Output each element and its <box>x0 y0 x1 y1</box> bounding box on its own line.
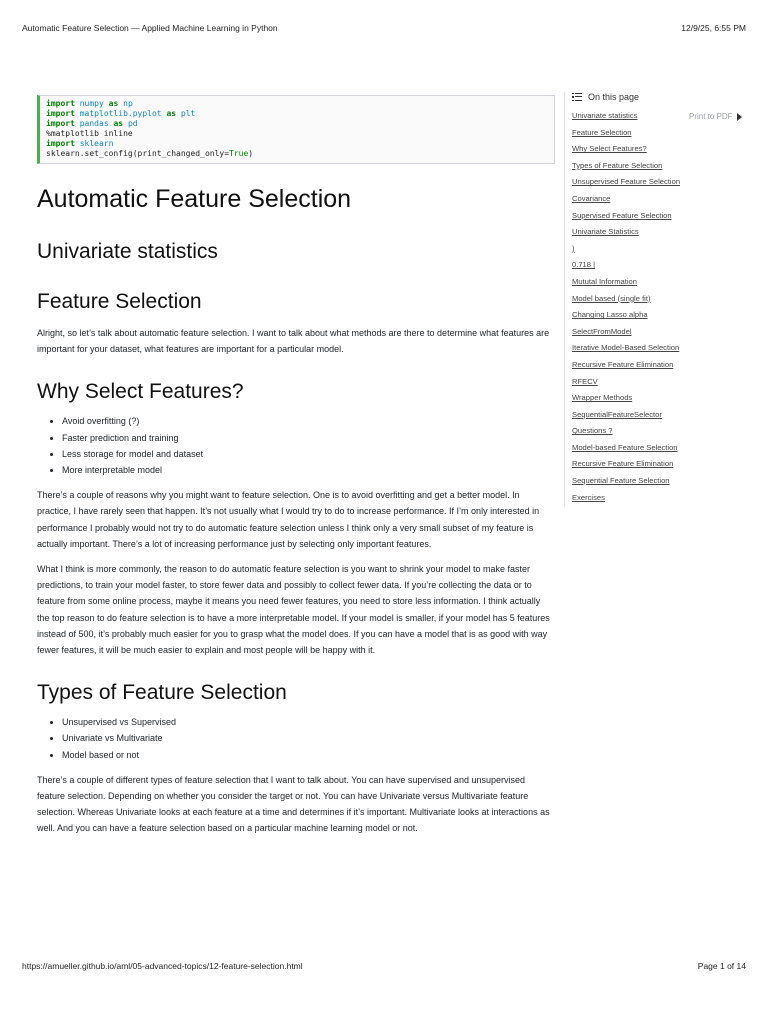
toc-heading-label: On this page <box>588 92 640 102</box>
why-list <box>37 413 555 478</box>
print-header-datetime: 12/9/25, 6:55 PM <box>681 23 746 33</box>
list-item: • Avoid overfitting (?) <box>62 413 555 429</box>
code-line: import pandas as pd <box>46 119 138 128</box>
code-line: import matplotlib.pyplot as plt <box>46 109 196 118</box>
code-line: import sklearn <box>46 139 114 148</box>
paragraph-why-2: What I think is more commonly, the reason to do automatic feature selection is you want to shrink your model to make faster predictions, to train your model faster, to store fewer data and possibly to collect fewer data. If you’re collecting the data or to feature from some online process, maybe it means you need fewer features, you need to store less information. I think actually the top reason to do feature selection is to have a more interpretable model. If your model is smaller, if your model has 5 features instead of 500, it’s probably much easier for you to grasp what the model does. If you can have a model that is as good with way fewer features, it will be much easier to explain and most people will be happy with it. <box>37 564 550 656</box>
toc-link[interactable]: Types of Feature Selection <box>572 160 663 170</box>
list-item: • Unsupervised vs Supervised <box>62 714 555 730</box>
code-cell[interactable] <box>37 95 555 164</box>
list-item: • More interpretable model <box>62 462 555 478</box>
paragraph-why-1: There’s a couple of reasons why you might want to feature selection. One is to avoid overfitting and get a better model. In practice, I have rarely seen that happen. It’s not usually what I would try to do to increase performance. If I’m only interested in performance I probably would not try to do automatic feature selection unless I think only a very small subset of my feature is actually important. There’s a lot of increasing performance just by selecting only important features. <box>37 490 540 549</box>
toc-link[interactable]: Iterative Model-Based Selection <box>572 343 680 353</box>
code-line: %matplotlib inline <box>46 129 133 138</box>
list-item: • Faster prediction and training <box>62 430 555 446</box>
toc-link[interactable]: Recursive Feature Elimination <box>572 459 674 469</box>
page-title: Automatic Feature Selection <box>37 185 352 213</box>
types-list <box>37 714 555 763</box>
toc-link[interactable]: Model-based Feature Selection <box>572 442 678 452</box>
heading-why-select-features: Why Select Features? <box>37 380 244 404</box>
heading-univariate-statistics: Univariate statistics <box>37 240 218 263</box>
print-header-title: Automatic Feature Selection — Applied Machine Learning in Python <box>22 23 278 33</box>
toc-link[interactable]: SequentialFeatureSelector <box>572 409 662 419</box>
toc-link[interactable]: Changing Lasso alpha <box>572 310 648 320</box>
print-footer-url: https://amueller.github.io/aml/05-advanced-topics/12-feature-selection.html <box>22 961 303 971</box>
toc-link[interactable]: RFECV <box>572 376 598 386</box>
main-content <box>37 95 555 837</box>
toc-link[interactable]: Wrapper Methods <box>572 393 633 403</box>
toc-link[interactable]: Supervised Feature Selection <box>572 210 672 220</box>
print-header <box>22 23 746 33</box>
heading-feature-selection: Feature Selection <box>37 290 202 313</box>
print-footer-page: Page 1 of 14 <box>697 961 746 971</box>
toc-link[interactable]: ) <box>572 243 575 253</box>
on-this-page-nav <box>564 92 762 507</box>
list-item: • Less storage for model and dataset <box>62 446 555 462</box>
list-icon <box>572 93 582 101</box>
toc-link[interactable]: Recursive Feature Elimination <box>572 359 674 369</box>
toc-link[interactable]: Exercises <box>572 492 605 502</box>
heading-types-of-feature-selection: Types of Feature Selection <box>37 681 287 705</box>
toc-link[interactable]: Model based (single fit) <box>572 293 651 303</box>
toc-link[interactable]: Why Select Features? <box>572 144 647 154</box>
toc-link[interactable]: Sequential Feature Selection <box>572 476 670 486</box>
toc-link[interactable]: Covariance <box>572 193 611 203</box>
toc-link[interactable]: Univariate Statistics <box>572 227 639 237</box>
code-line: sklearn.set_config(print_changed_only=True) <box>46 149 254 158</box>
list-item: • Univariate vs Multivariate <box>62 730 555 746</box>
toc-link[interactable]: Questions ? <box>572 426 613 436</box>
toc-link[interactable]: SelectFromModel <box>572 326 632 336</box>
toc-link[interactable]: Univariate statistics <box>572 111 638 120</box>
code-line: import numpy as np <box>46 99 133 108</box>
paragraph-feature-selection: Alright, so let’s talk about automatic feature selection. I want to talk about what methods are there to determine what features are important for your dataset, what features are important for a particular model. <box>37 328 550 355</box>
toc-link[interactable]: Unsupervised Feature Selection <box>572 177 681 187</box>
print-footer <box>22 961 746 971</box>
toc-list <box>572 108 762 506</box>
toc-link[interactable]: Mututal Information <box>572 276 637 286</box>
paragraph-types: There’s a couple of different types of feature selection that I want to talk about. You can have supervised and unsupervised feature selection. Depending on whether you consider the target or not. You can have Univariate versus Multivariate feature selection. Whereas Univariate looks at each feature at a time and determines if it’s important. Multivariate looks at interactions as well. And you can have a feature selection based on a particular machine learning model or not. <box>37 774 550 834</box>
print-to-pdf-label: Print to PDF <box>689 112 733 121</box>
list-item: • Model based or not <box>62 747 555 763</box>
toc-heading <box>572 92 762 102</box>
toc-link[interactable]: Feature Selection <box>572 127 632 137</box>
toc-link[interactable]: 0.718 | <box>572 260 596 270</box>
